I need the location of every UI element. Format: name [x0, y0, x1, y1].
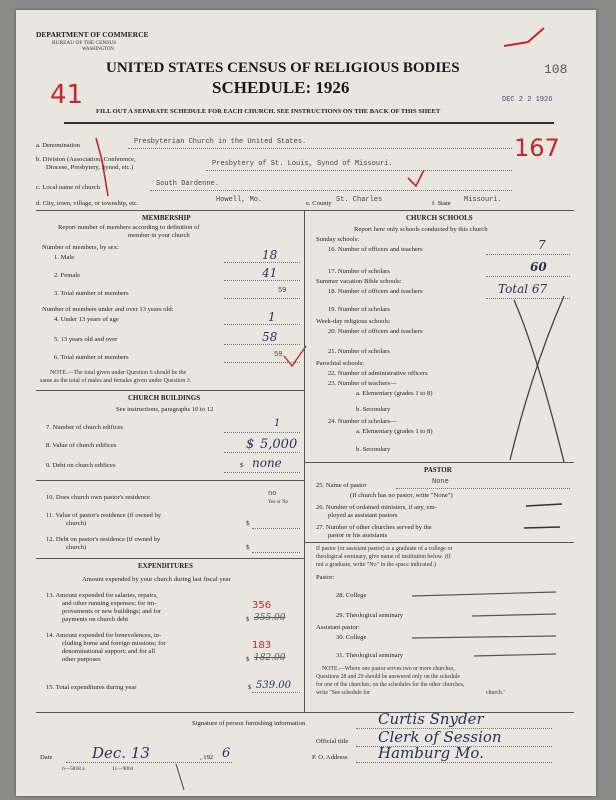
table-top-rule	[36, 210, 574, 211]
summer-label: Summer vacation Bible schools:	[316, 278, 402, 285]
schools-intro: Report here only schools conducted by this church	[354, 226, 488, 233]
buildings-heading: CHURCH BUILDINGS	[128, 394, 201, 402]
dash-30	[412, 636, 556, 638]
print-number: 11—9004	[112, 766, 134, 772]
q18: 18. Number of officers and teachers	[328, 288, 423, 295]
q3-total: 3. Total number of members	[54, 290, 129, 297]
q23b: b. Secondary	[356, 406, 391, 413]
q29: 29. Theological seminary	[336, 612, 404, 619]
local-name-label: c. Local name of church	[36, 184, 100, 191]
form-number: 6—5818 a	[62, 766, 85, 772]
q10-residence: 10. Does church own pastor's residence	[46, 494, 151, 501]
v14-red-correction: 183	[252, 640, 272, 651]
q5-13-and-over: 5. 13 years old and over	[54, 336, 118, 343]
denomination-value: Presbyterian Church in the United States.	[134, 138, 307, 146]
q23a: a. Elementary (grades 1 to 8)	[356, 390, 433, 397]
v13-dollar: $	[246, 616, 250, 623]
official-title-value: Clerk of Session	[378, 728, 502, 746]
v7-edifices: 1	[274, 418, 281, 429]
by-sex-label: Number of members, by sex:	[42, 244, 119, 251]
pastor-note-1: NOTE.—Where one pastor serves two or more churches,	[322, 666, 455, 672]
v14-benevolences: 182.00	[254, 653, 286, 663]
membership-note-1: NOTE.—The total given under Question 6 should be the	[50, 370, 187, 376]
v13-running-expenses: 355.00	[254, 613, 286, 623]
q11-value-residence-2: church)	[66, 520, 87, 527]
assistant-pastor-label: Assistant pastor:	[316, 624, 360, 631]
expenditures-heading: EXPENDITURES	[138, 562, 193, 570]
q31: 31. Theological seminary	[336, 652, 404, 659]
v4-under-13: 1	[268, 310, 276, 324]
dept-label: DEPARTMENT OF COMMERCE	[36, 30, 149, 39]
q14-line-2: cluding home and foreign missions; for	[62, 640, 166, 647]
pastor-note-4b: church."	[486, 690, 506, 696]
pastor-sub-label: Pastor:	[316, 574, 335, 581]
table-bottom-rule	[36, 712, 574, 713]
form-subtitle: SCHEDULE: 1926	[212, 78, 350, 97]
q16: 16. Number of officers and teachers	[328, 246, 423, 253]
dash-26	[526, 504, 562, 506]
division-value: Presbytery of St. Louis, Synod of Missouri.	[212, 160, 393, 168]
graduate-note-2: theological seminary, give name of institution below. (If	[316, 554, 451, 560]
q13-line-1: 13. Amount expended for salaries, repairs,	[46, 592, 158, 599]
v13-red-correction: 356	[252, 600, 272, 611]
q13-line-4: payments on church debt	[62, 616, 129, 623]
city-label: WASHINGTON	[82, 47, 114, 52]
q14-line-3: denominational support; and for all	[62, 648, 156, 655]
dash-27	[524, 527, 560, 528]
schools-heading: CHURCH SCHOOLS	[406, 214, 473, 222]
q9-debt: 9. Debt on church edifices	[46, 462, 116, 469]
membership-intro-2: member in your church	[128, 232, 190, 239]
signature-label: Signature of person furnishing information	[192, 720, 306, 727]
division-label: b. Division (Association, Conference,	[36, 156, 136, 163]
v6-total: 59	[274, 351, 283, 359]
q17: 17. Number of scholars	[328, 268, 390, 275]
po-address-value: Hamburg Mo.	[378, 744, 484, 762]
state-value: Missouri.	[464, 196, 502, 204]
q14-line-1: 14. Amount expended for benevolences, in-	[46, 632, 162, 639]
pen-marks	[16, 10, 596, 796]
division-label-2: Diocese, Presbytery, Synod, etc.)	[46, 164, 134, 171]
year-value: 6	[222, 746, 231, 761]
q23: 23. Number of teachers—	[328, 380, 397, 387]
form-title: UNITED STATES CENSUS OF RELIGIOUS BODIES	[106, 60, 460, 76]
v9-debt: none	[252, 456, 282, 470]
q6-total: 6. Total number of members	[54, 354, 129, 361]
v14-dollar: $	[246, 656, 250, 663]
q21: 21. Number of scholars	[328, 348, 390, 355]
membership-note-2: same as the total of males and females given under Question 3.	[40, 378, 192, 384]
v25: None	[432, 478, 449, 486]
q1-male: 1. Male	[54, 254, 75, 261]
q26-line-1: 26. Number of ordained ministers, if any, em-	[316, 504, 437, 511]
red-check-top	[504, 28, 544, 46]
v10-residence: no	[268, 490, 277, 498]
q12-debt-residence-2: church)	[66, 544, 87, 551]
red-check-county	[408, 170, 424, 186]
q8-value: 8. Value of church edifices	[46, 442, 117, 449]
official-title-label: Official title	[316, 738, 349, 745]
v8-value-dollar: $	[246, 437, 255, 452]
membership-heading: MEMBERSHIP	[142, 214, 191, 222]
dash-31	[474, 654, 556, 656]
q26-line-2: ployed as assistant pastors	[328, 512, 398, 519]
dash-28	[412, 592, 556, 596]
local-name-value: South Dardenne.	[156, 180, 220, 188]
date-label: Date	[40, 754, 53, 761]
v17: 60	[530, 260, 547, 274]
v16: 7	[538, 238, 546, 252]
graduate-note-1: If pastor (or assistant pastor) is a graduate of a college or	[316, 546, 453, 552]
v5-13-and-over: 58	[262, 330, 278, 344]
sunday-label: Sunday schools:	[316, 236, 360, 243]
under-over-label: Number of members under and over 13 years old:	[42, 306, 174, 313]
date-value: Dec. 13	[92, 744, 150, 762]
city-town-label: d. City, town, village, or township, etc.	[36, 200, 139, 207]
column-divider	[304, 210, 305, 712]
red-mark-41: 41	[50, 80, 84, 110]
q24: 24. Number of scholars—	[328, 418, 397, 425]
weekday-label: Week-day religious schools:	[316, 318, 391, 325]
cross-out-line-2	[510, 296, 564, 460]
pastor-note-3: for one of the churches; on the schedules for the other churches,	[316, 682, 465, 688]
q20: 20. Number of officers and teachers	[328, 328, 423, 335]
q15-total: 15. Total expenditures during year	[46, 684, 137, 691]
v1-male: 18	[262, 248, 278, 262]
q11-value-residence: 11. Value of pastor's residence (if owned by	[46, 512, 162, 519]
q2-female: 2. Female	[54, 272, 81, 279]
pastor-heading: PASTOR	[424, 466, 452, 474]
v15-total: 539.00	[256, 680, 291, 691]
q4-under-13: 4. Under 13 years of age	[54, 316, 119, 323]
q25-note: (If church has no pastor, write "None")	[350, 492, 453, 499]
city-town-value: Howell, Mo.	[216, 196, 263, 204]
membership-intro-1: Report number of members according to definition of	[58, 224, 200, 231]
fill-instruction: FILL OUT A SEPARATE SCHEDULE FOR EACH CHURCH. SEE INSTRUCTIONS ON THE BACK OF THIS SHEET	[96, 108, 441, 115]
pastor-note-2: Questions 28 and 29 should be answered only on the schedule	[316, 674, 460, 680]
po-address-label: P. O. Address	[312, 754, 348, 761]
received-stamp: DEC 2 2 1926	[502, 96, 553, 104]
bureau-label: BUREAU OF THE CENSUS	[52, 40, 117, 46]
v8-value: 5,000	[260, 437, 298, 452]
census-schedule	[16, 10, 596, 796]
v11-dollar: $	[246, 520, 250, 527]
dash-29	[472, 614, 556, 616]
v3-total: 59	[278, 287, 287, 295]
buildings-sub: See instructions, paragraphs 10 to 12	[116, 406, 214, 413]
q28: 28. College	[336, 592, 367, 599]
stray-mark	[176, 764, 184, 790]
v9-debt-dollar: $	[240, 462, 244, 469]
county-label: e. County	[306, 200, 332, 207]
q13-line-2: and other running expenses; for im-	[62, 600, 157, 607]
q7-edifices: 7. Number of church edifices	[46, 424, 124, 431]
red-mark-167: 167	[514, 134, 560, 162]
v15-dollar: $	[248, 684, 252, 691]
v2-female: 41	[262, 266, 278, 280]
signature-value: Curtis Snyder	[378, 710, 484, 728]
q27-line-2: pastor or his assistants	[328, 532, 388, 539]
q19: 19. Number of scholars	[328, 306, 390, 313]
q13-line-3: provements or new buildings; and for	[62, 608, 162, 615]
q24a: a. Elementary (grades 1 to 8)	[356, 428, 433, 435]
q25: 25. Name of pastor	[316, 482, 367, 489]
graduate-note-3: not a graduate, write "No" in the space indicated.)	[316, 562, 436, 568]
cross-out-line-1	[514, 300, 564, 462]
county-value: St. Charles	[336, 196, 383, 204]
year-prefix: , 192	[200, 754, 214, 761]
q12-debt-residence: 12. Debt on pastor's residence (if owned by	[46, 536, 161, 543]
red-check-total	[284, 346, 306, 366]
pastor-note-4: write "See schedule for	[316, 690, 371, 696]
state-label: f. State	[432, 200, 451, 207]
denomination-label: a. Denomination	[36, 142, 80, 149]
q14-line-4: other purposes	[62, 656, 101, 663]
q27-line-1: 27. Number of other churches served by the	[316, 524, 432, 531]
v12-dollar: $	[246, 544, 250, 551]
q24b: b. Secondary	[356, 446, 391, 453]
v18: Total 67	[498, 282, 548, 296]
expenditures-sub: Amount expended by your church during last fiscal year	[82, 576, 231, 583]
q22: 22. Number of administrative officers	[328, 370, 428, 377]
schedule-number: 108	[544, 62, 568, 77]
q30: 30. College	[336, 634, 367, 641]
parochial-label: Parochial schools:	[316, 360, 365, 367]
yes-no-hint: Yes or No	[268, 500, 289, 505]
